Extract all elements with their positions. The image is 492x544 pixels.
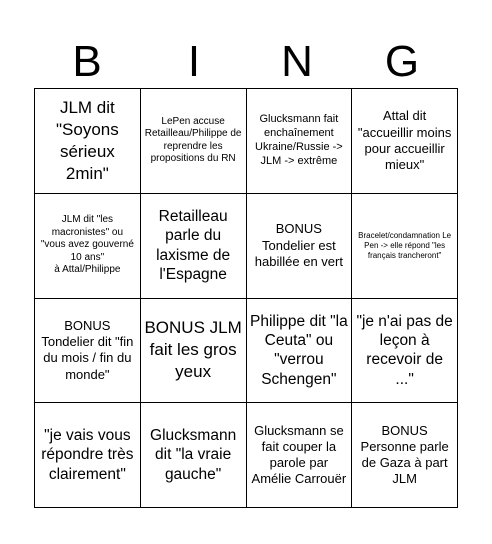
cell-text: Glucksmann fait enchaînement Ukraine/Russie -> JLM -> extrême [255, 113, 343, 167]
bingo-cell[interactable] [247, 403, 353, 508]
bingo-cell[interactable] [247, 89, 353, 194]
bingo-cell[interactable] [141, 299, 247, 404]
cell-text: Bracelet/condamnation Le Pen -> elle répond "les français trancheront" [358, 230, 452, 260]
cell-text: BONUS JLM fait les gros yeux [144, 318, 242, 382]
cell-text: LePen accuse Retailleau/Philippe de reprendre les propositions du RN [144, 115, 242, 165]
bingo-cell[interactable] [141, 89, 247, 194]
cell-text: Attal dit "accueillir moins pour accueillir mieux" [357, 108, 452, 173]
cell-text: BONUS Tondelier dit "fin du mois / fin du monde" [41, 317, 134, 382]
bingo-cell[interactable] [141, 403, 247, 508]
bingo-cell[interactable] [141, 194, 247, 299]
cell-text: "je n'ai pas de leçon à recevoir de ..." [356, 312, 453, 388]
cell-text: JLM dit "Soyons sérieux 2min" [56, 97, 119, 183]
bingo-grid [34, 88, 458, 508]
header-letter-n: N [281, 37, 313, 86]
bingo-cell[interactable] [35, 194, 141, 299]
bingo-cell[interactable] [352, 89, 458, 194]
bingo-cell[interactable] [352, 403, 458, 508]
cell-text: Glucksmann dit "la vraie gauche" [150, 427, 237, 483]
cell-text: Retailleau parle du laxisme de l'Espagne [156, 207, 231, 283]
bingo-cell[interactable] [352, 299, 458, 404]
cell-text: BONUS Tondelier est habillée en vert [254, 221, 343, 269]
header-letter-i: I [187, 37, 201, 86]
bingo-cell[interactable] [35, 89, 141, 194]
bingo-cell[interactable] [35, 403, 141, 508]
bingo-cell[interactable] [247, 194, 353, 299]
header-letter-g: G [384, 37, 420, 86]
bingo-cell[interactable] [35, 299, 141, 404]
header-letter-b: B [72, 37, 102, 86]
bingo-header [0, 0, 492, 88]
cell-text: BONUS Personne parle de Gaza à part JLM [360, 422, 449, 487]
cell-text: JLM dit "les macronistes" ou "vous avez gouverné 10 ans" à Attal/Philippe [40, 214, 134, 276]
bingo-cell[interactable] [352, 194, 458, 299]
cell-text: Glucksmann se fait couper la parole par Amélie Carrouër [251, 422, 347, 487]
cell-text: Philippe dit "la Ceuta" ou "verrou Schengen" [250, 312, 348, 388]
bingo-cell[interactable] [247, 299, 353, 404]
cell-text: "je vais vous répondre très clairement" [41, 427, 134, 483]
